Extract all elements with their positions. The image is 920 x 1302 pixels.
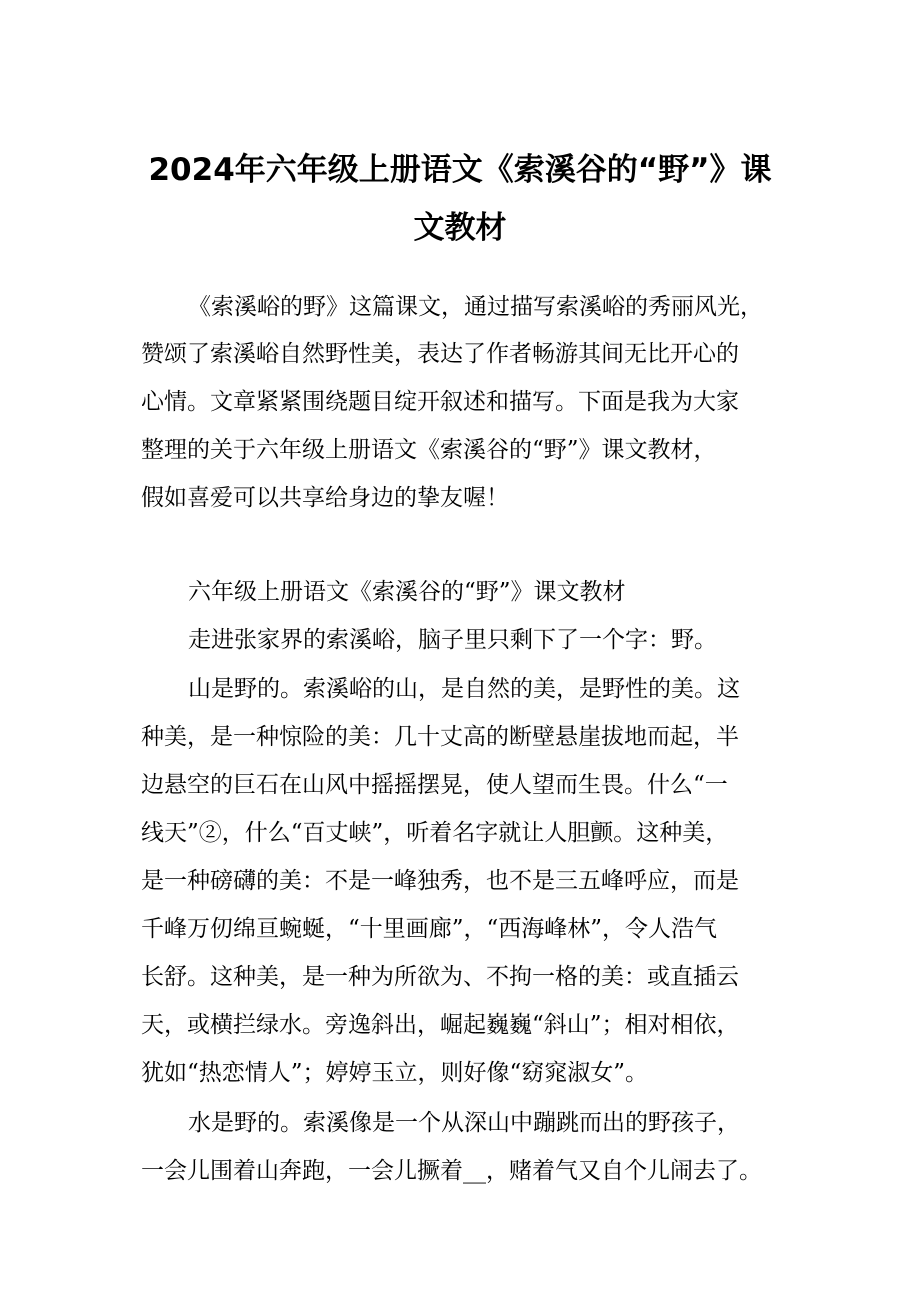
section-heading: 六年级上册语文《索溪谷的“野”》课文教材 — [188, 579, 626, 605]
intro-line-5: 假如喜爱可以共享给身边的挚友喔！ — [141, 485, 509, 511]
para2-line-3: 边悬空的巨石在山风中摇摇摆晃，使人望而生畏。什么“一 — [141, 772, 728, 798]
para2-line-9: 犹如“热恋情人”；婷婷玉立，则好像“窈窕淑女”。 — [141, 1060, 649, 1086]
para2-line-7: 长舒。这种美，是一种为所欲为、不拘一格的美：或直插云 — [141, 964, 739, 990]
para2-line-4: 线天”②，什么“百丈峡”，听着名字就让人胆颤。这种美， — [141, 820, 729, 846]
para2-line-8: 天，或横拦绿水。旁逸斜出，崛起巍巍“斜山”；相对相依， — [141, 1012, 740, 1038]
para2-line-5: 是一种磅礴的美：不是一峰独秀，也不是三五峰呼应，而是 — [141, 868, 739, 894]
para3-line-1: 水是野的。索溪像是一个从深山中蹦跳而出的野孩子， — [188, 1110, 740, 1136]
para1-line-1: 走进张家界的索溪峪，脑子里只剩下了一个字：野。 — [188, 627, 717, 653]
intro-line-4: 整理的关于六年级上册语文《索溪谷的“野”》课文教材， — [141, 437, 717, 463]
document-title-line-1: 2024年六年级上册语文《索溪谷的“野”》课 — [148, 152, 772, 188]
intro-line-1: 《索溪峪的野》这篇课文，通过描写索溪峪的秀丽风光， — [188, 294, 763, 320]
para3-line-2: 一会儿围着山奔跑，一会儿撅着__，赌着气又自个儿闹去了。 — [141, 1158, 762, 1184]
para2-line-2: 种美，是一种惊险的美：几十丈高的断壁悬崖拔地而起，半 — [141, 724, 739, 750]
intro-line-2: 赞颂了索溪峪自然野性美，表达了作者畅游其间无比开心的 — [141, 341, 739, 367]
para2-line-6: 千峰万仞绵亘蜿蜒，“十里画廊”，“西海峰林”，令人浩气 — [141, 916, 718, 942]
intro-line-3: 心情。文章紧紧围绕题目绽开叙述和描写。下面是我为大家 — [141, 389, 739, 415]
document-title-line-2: 文教材 — [413, 210, 507, 246]
para2-line-1: 山是野的。索溪峪的山，是自然的美，是野性的美。这 — [188, 676, 740, 702]
